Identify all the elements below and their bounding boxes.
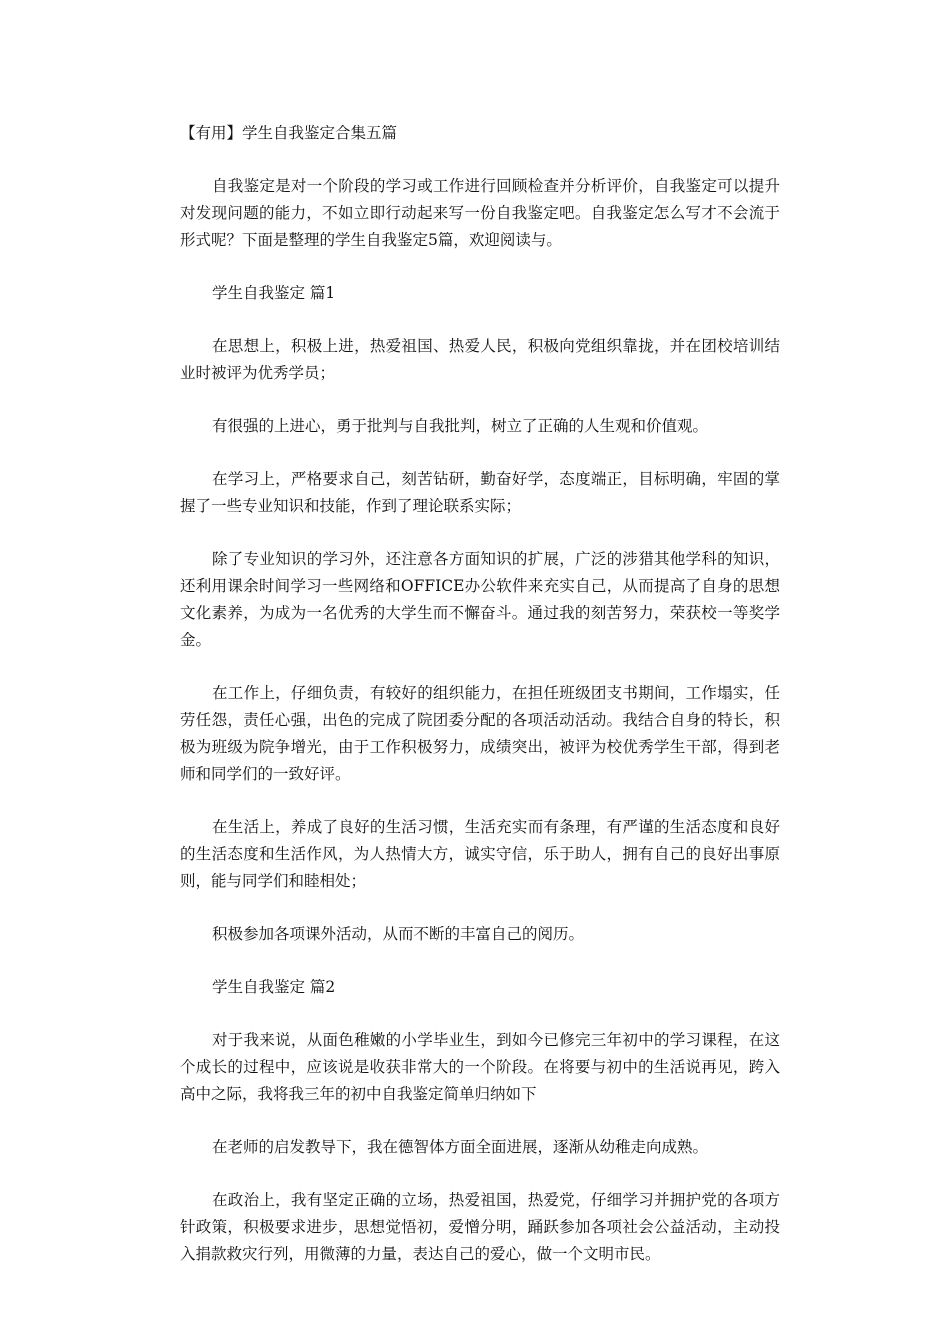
section-heading-1: 学生自我鉴定 篇1: [212, 284, 336, 302]
section2-paragraph: 在老师的启发教导下，我在德智体方面全面进展，逐渐从幼稚走向成熟。: [212, 1138, 709, 1156]
document-body: [180, 120, 780, 1294]
document-title: 【有用】学生自我鉴定合集五篇: [180, 124, 398, 142]
section1-paragraph: 积极参加各项课外活动，从而不断的丰富自己的阅历。: [212, 925, 585, 943]
section2-paragraph: 在政治上，我有坚定正确的立场，热爱祖国，热爱党，仔细学习并拥护党的各项方针政策，积极要求进步，思想觉悟初，爱憎分明，踊跃参加各项社会公益活动，主动投入捐款救灾行列，用微薄的力量，表达自己的爱心，做一个文明市民。: [180, 1191, 780, 1263]
intro-paragraph: 自我鉴定是对一个阶段的学习或工作进行回顾检查并分析评价，自我鉴定可以提升对发现问题的能力，不如立即行动起来写一份自我鉴定吧。自我鉴定怎么写才不会流于形式呢？下面是整理的学生自我鉴定5篇，欢迎阅读与。: [180, 177, 780, 249]
section1-paragraph: 除了专业知识的学习外，还注意各方面知识的扩展，广泛的涉猎其他学科的知识，还利用课余时间学习一些网络和OFFICE办公软件来充实自己，从而提高了自身的思想文化素养，为成为一名优秀的大学生而不懈奋斗。通过我的刻苦努力，荣获校一等奖学金。: [180, 550, 780, 649]
section1-paragraph: 有很强的上进心，勇于批判与自我批判，树立了正确的人生观和价值观。: [212, 417, 709, 435]
section1-paragraph: 在生活上，养成了良好的生活习惯，生活充实而有条理，有严谨的生活态度和良好的生活态度和生活作风，为人热情大方，诚实守信，乐于助人，拥有自己的良好出事原则，能与同学们和睦相处；: [180, 818, 780, 890]
section1-paragraph: 在思想上，积极上进，热爱祖国、热爱人民，积极向党组织靠拢，并在团校培训结业时被评为优秀学员；: [180, 337, 780, 382]
section1-paragraph: 在工作上，仔细负责，有较好的组织能力，在担任班级团支书期间，工作塌实，任劳任怨，责任心强，出色的完成了院团委分配的各项活动活动。我结合自身的特长，积极为班级为院争增光，由于工作积极努力，成绩突出，被评为校优秀学生干部，得到老师和同学们的一致好评。: [180, 684, 780, 783]
section-heading-2: 学生自我鉴定 篇2: [212, 978, 336, 996]
section1-paragraph: 在学习上，严格要求自己，刻苦钻研，勤奋好学，态度端正，目标明确，牢固的掌握了一些专业知识和技能，作到了理论联系实际；: [180, 470, 780, 515]
section2-paragraph: 对于我来说，从面色稚嫩的小学毕业生，到如今已修完三年初中的学习课程，在这个成长的过程中，应该说是收获非常大的一个阶段。在将要与初中的生活说再见，跨入高中之际，我将我三年的初中自我鉴定简单归纳如下: [180, 1031, 780, 1103]
